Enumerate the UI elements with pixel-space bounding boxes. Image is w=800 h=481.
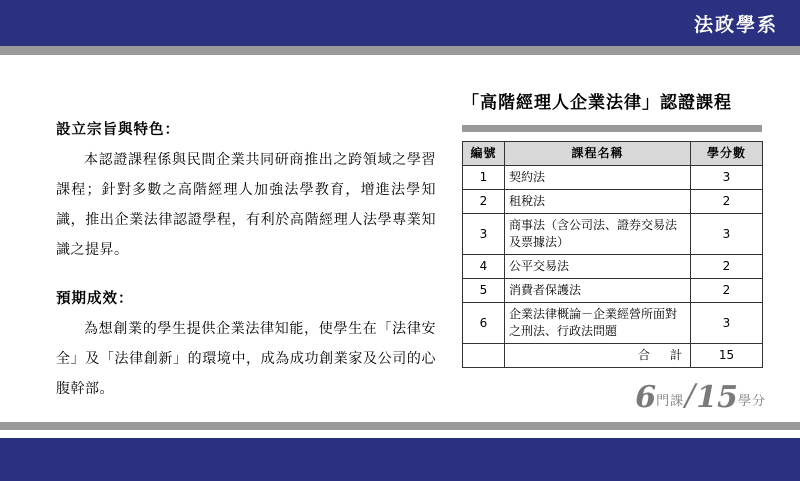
cell-credit: 3 [691, 166, 763, 190]
section-body-outcome: 為想創業的學生提供企業法律知能，使學生在「法律安全」及「法律創新」的環境中，成為成功創業家及公司的心腹幹部。 [56, 321, 436, 397]
cell-no: 2 [463, 190, 505, 214]
table-row [463, 303, 763, 344]
department-title: 法政學系 [693, 14, 778, 36]
program-title: 「高階經理人企業法律」認證課程 [462, 93, 732, 113]
summary-course-count: 6 [635, 380, 657, 415]
footer-divider-white [0, 430, 800, 438]
page-header-band [0, 0, 800, 46]
cell-course-name: 商事法（含公司法、證券交易法及票據法） [505, 214, 691, 255]
cell-course-name: 公平交易法 [505, 255, 691, 279]
cell-no: 3 [463, 214, 505, 255]
summary-credit-count: 15 [696, 380, 738, 415]
header-divider-white [0, 55, 800, 58]
cell-course-name: 租稅法 [505, 190, 691, 214]
cell-credit: 3 [691, 303, 763, 344]
left-text-column [56, 118, 436, 404]
right-program-column [462, 88, 762, 368]
program-title-divider [462, 125, 762, 132]
column-header-name: 課程名稱 [505, 142, 691, 166]
cell-credit: 3 [691, 214, 763, 255]
table-row [463, 255, 763, 279]
table-header-row [463, 142, 763, 166]
cell-credit: 2 [691, 255, 763, 279]
table-row [463, 279, 763, 303]
cell-total-value: 15 [691, 344, 763, 368]
table-row [463, 190, 763, 214]
section-heading-purpose: 設立宗旨與特色： [56, 122, 180, 138]
cell-total-label: 合 計 [505, 344, 691, 368]
column-header-no: 編號 [463, 142, 505, 166]
summary-separator: / [685, 378, 696, 413]
cell-course-name: 契約法 [505, 166, 691, 190]
section-body-purpose: 本認證課程係與民間企業共同研商推出之跨領域之學習課程；針對多數之高階經理人加強法學教育，增進法學知識，推出企業法律認證學程，有利於高階經理人法學專業知識之提昇。 [56, 152, 436, 258]
page-footer-band [0, 438, 800, 481]
course-table [462, 141, 763, 368]
cell-course-name: 企業法律概論－企業經營所面對之刑法、行政法問題 [505, 303, 691, 344]
cell-credit: 2 [691, 279, 763, 303]
summary-credits [635, 378, 766, 415]
cell-total-spacer [463, 344, 505, 368]
column-header-credit: 學分數 [691, 142, 763, 166]
summary-credit-unit: 學分 [737, 394, 766, 409]
header-divider-gray [0, 46, 800, 55]
cell-no: 4 [463, 255, 505, 279]
cell-no: 5 [463, 279, 505, 303]
table-total-row [463, 344, 763, 368]
table-row [463, 166, 763, 190]
table-row [463, 214, 763, 255]
section-heading-outcome: 預期成效： [56, 291, 134, 307]
footer-divider-gray [0, 422, 800, 430]
cell-no: 6 [463, 303, 505, 344]
cell-no: 1 [463, 166, 505, 190]
summary-course-unit: 門課 [656, 394, 685, 409]
cell-course-name: 消費者保護法 [505, 279, 691, 303]
cell-credit: 2 [691, 190, 763, 214]
